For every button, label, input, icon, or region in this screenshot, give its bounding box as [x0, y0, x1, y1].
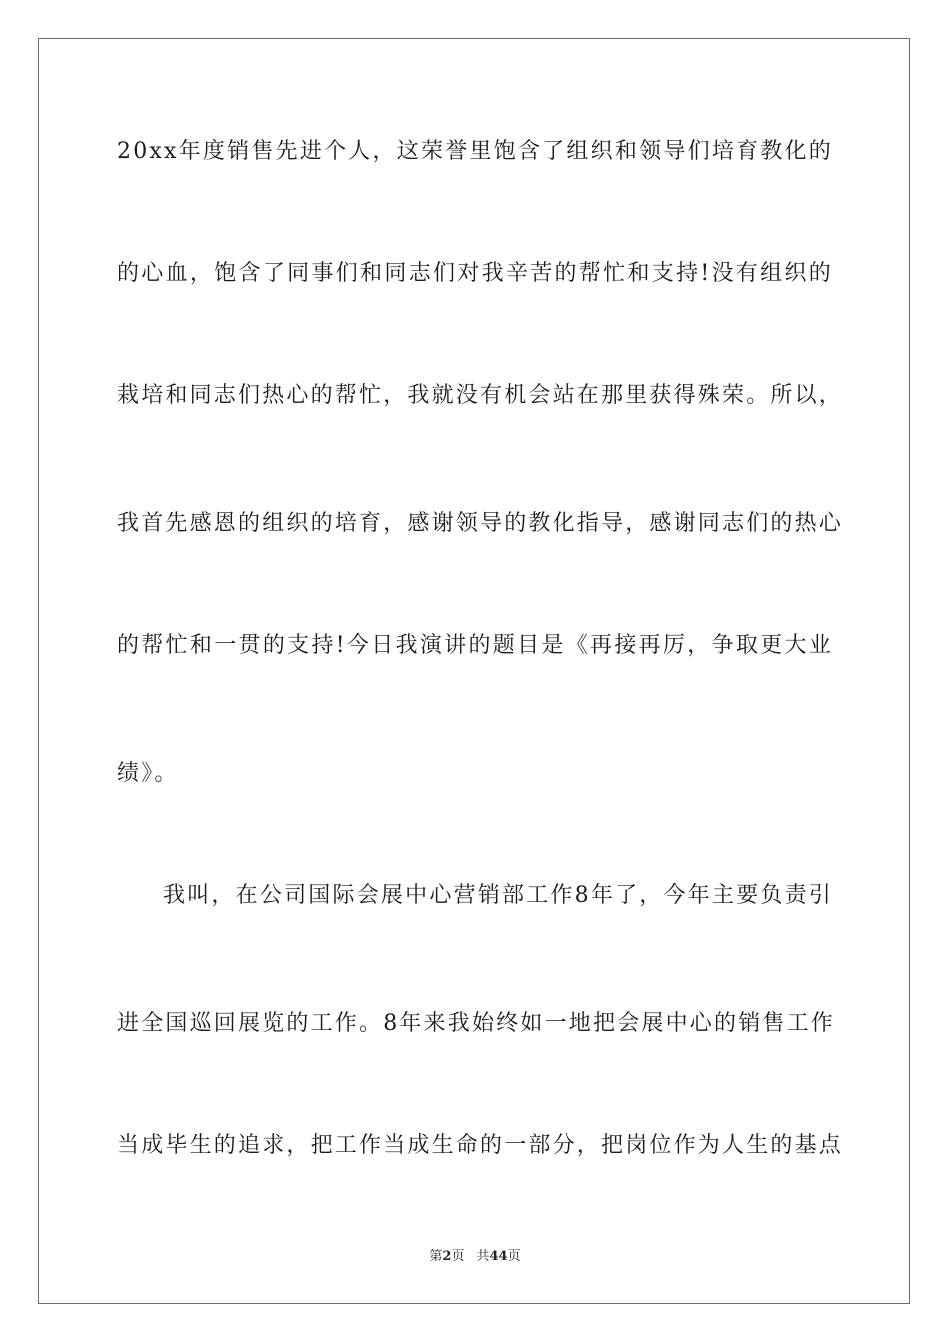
current-page-number: 2 — [442, 1249, 452, 1264]
body-text-line: 的心血，饱含了同事们和同志们对我辛苦的帮忙和支持!没有组织的 — [117, 261, 833, 286]
total-label-prefix: 共 — [476, 1249, 490, 1264]
body-text-line: 当成毕生的追求，把工作当成生命的一部分，把岗位作为人生的基点 — [117, 1133, 844, 1158]
body-text-line: 绩》。 — [117, 761, 179, 786]
body-text-line: 20xx年度销售先进个人，这荣誉里饱含了组织和领导们培育教化的 — [117, 139, 833, 164]
page-label-suffix: 页 — [451, 1249, 465, 1264]
total-page-count: 44 — [489, 1249, 508, 1264]
page-label-prefix: 第 — [429, 1249, 443, 1264]
page-footer — [0, 1248, 950, 1266]
body-text-line: 我首先感恩的组织的培育，感谢领导的教化指导，感谢同志们的热心 — [117, 511, 844, 536]
paragraph-start-line: 我叫，在公司国际会展中心营销部工作8年了，今年主要负责引 — [163, 883, 833, 908]
page-frame — [38, 38, 910, 1304]
body-text-line: 栽培和同志们热心的帮忙，我就没有机会站在那里获得殊荣。所以， — [117, 383, 844, 408]
body-text-line: 的帮忙和一贯的支持!今日我演讲的题目是《再接再厉，争取更大业 — [117, 633, 833, 658]
body-text-line: 进全国巡回展览的工作。8年来我始终如一地把会展中心的销售工作 — [117, 1011, 835, 1036]
total-label-suffix: 页 — [507, 1249, 521, 1264]
